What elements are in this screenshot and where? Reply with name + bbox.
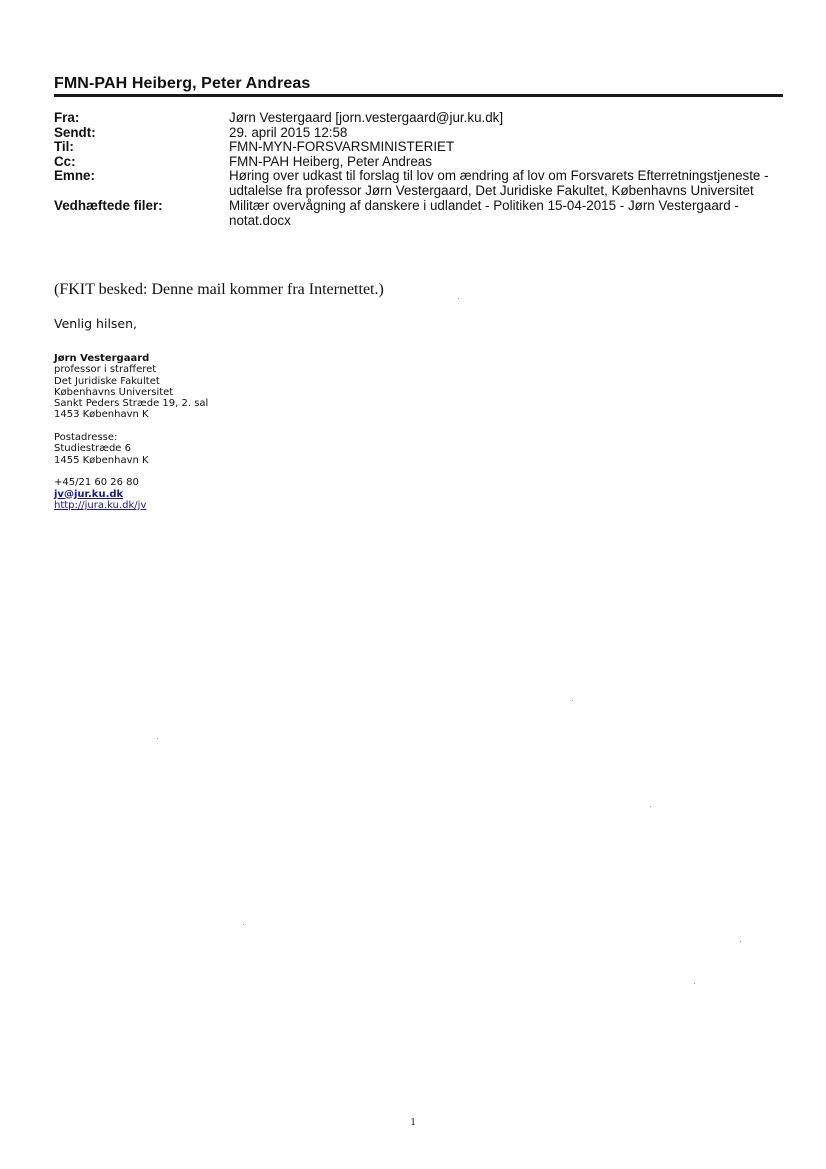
email-header	[54, 74, 783, 97]
sent-value: 29. april 2015 12:58	[229, 124, 348, 140]
signature-city: 1453 København K	[54, 409, 149, 421]
sent-row	[54, 126, 794, 141]
postal-label: Postadresse:	[54, 432, 118, 444]
scan-speck	[694, 983, 695, 984]
to-label: Til:	[54, 139, 74, 154]
subject-row	[54, 169, 794, 198]
postal-street: Studiestræde 6	[54, 443, 131, 455]
signature-block	[54, 353, 208, 511]
signature-spacer	[54, 421, 208, 432]
signature-name: Jørn Vestergaard	[54, 353, 150, 364]
postal-city: 1455 København K	[54, 454, 149, 466]
signature-faculty: Det Juridiske Fakultet	[54, 375, 160, 387]
from-label: Fra:	[54, 110, 80, 125]
sent-label: Sendt:	[54, 124, 96, 140]
cc-row	[54, 155, 794, 170]
scan-speck	[458, 298, 459, 299]
to-value: FMN-MYN-FORSVARSMINISTERIET	[229, 139, 455, 154]
signature-university: Københavns Universitet	[54, 386, 174, 398]
signature-street: Sankt Peders Stræde 19, 2. sal	[54, 398, 209, 410]
email-fields-table	[54, 111, 794, 228]
scan-speck	[572, 700, 573, 701]
scan-speck	[157, 738, 158, 739]
fkit-notice: (FKIT besked: Denne mail kommer fra Internettet.)	[54, 281, 384, 298]
signature-spacer	[54, 466, 208, 477]
scan-speck	[650, 806, 651, 807]
page-number: 1	[410, 1116, 416, 1128]
attachments-row	[54, 198, 794, 228]
email-link[interactable]: jv@jur.ku.dk	[54, 488, 124, 500]
subject-label: Emne:	[54, 168, 95, 183]
title-divider	[54, 94, 783, 97]
attachments-value[interactable]: Militær overvågning af danskere i udlandet - Politiken 15-04-2015 - Jørn Vestergaard - notat.docx	[229, 198, 739, 228]
cc-label: Cc:	[54, 153, 76, 169]
attachments-label: Vedhæftede filer:	[54, 198, 163, 213]
scan-speck	[740, 941, 741, 942]
website-link[interactable]: http://jura.ku.dk/jv	[54, 499, 147, 511]
phone-number: +45/21 60 26 80	[54, 477, 139, 489]
scan-speck	[243, 924, 244, 925]
from-row	[54, 111, 794, 126]
greeting: Venlig hilsen,	[54, 316, 138, 331]
page-title: FMN-PAH Heiberg, Peter Andreas	[54, 75, 311, 92]
signature-position: professor i strafferet	[54, 364, 157, 376]
to-row	[54, 140, 794, 155]
from-value: Jørn Vestergaard [jorn.vestergaard@jur.ku.dk]	[229, 110, 504, 125]
subject-value: Høring over udkast til forslag til lov om ændring af lov om Forsvarets Efterretningstjeneste - udtalelse fra professor Jørn Vestergaard, Det Juridiske Fakultet, Københavns Universitet	[229, 168, 769, 198]
cc-value: FMN-PAH Heiberg, Peter Andreas	[229, 153, 432, 169]
